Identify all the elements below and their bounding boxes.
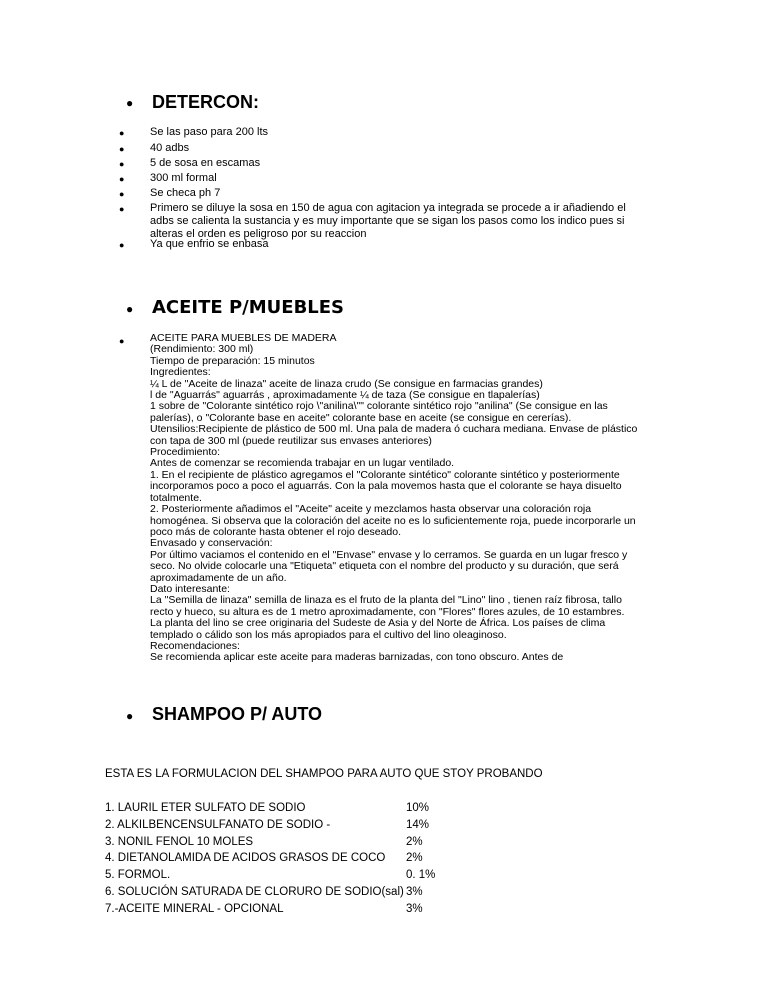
recipe-line: ¼ L de "Aceite de linaza" aceite de linaza crudo (Se consigue en farmacias grandes) <box>150 377 543 390</box>
recipe-line: 1. En el recipiente de plástico agregamos el "Colorante sintético" colorante sintético y posteriormente <box>150 468 620 481</box>
recipe-line: La "Semilla de linaza" semilla de linaza es el fruto de la planta del "Lino" lino , tienen raíz fibrosa, tallo <box>150 594 622 607</box>
list-item: 40 adbs <box>150 142 190 154</box>
shampoo-ingredient: 5. FORMOL. <box>105 869 171 881</box>
recipe-line: Antes de comenzar se recomienda trabajar en un lugar ventilado. <box>150 457 455 470</box>
recipe-line: con tapa de 300 ml (puede reutilizar sus envases anteriores) <box>150 434 432 447</box>
recipe-line: 1 sobre de "Colorante sintético rojo \"anilina\"" colorante sintético rojo "anilina" (Se consigue en las <box>150 400 608 413</box>
recipe-line: aproximadamente de un año. <box>150 571 287 584</box>
shampoo-percentage: 14% <box>406 819 430 831</box>
recipe-line: seco. No olvide colocarle una "Etiqueta" etiqueta con el nombre del producto y su duración, que será <box>150 560 619 573</box>
section-title-detercon: DETERCON: <box>152 92 259 112</box>
shampoo-percentage: 3% <box>406 903 423 915</box>
list-bullet: ● <box>119 336 125 346</box>
shampoo-percentage: 2% <box>406 836 423 848</box>
recipe-line: Utensilios:Recipiente de plástico de 500 ml. Una pala de madera ó cuchara mediana. Envase de plástico <box>150 423 638 436</box>
list-item: Se checa ph 7 <box>150 187 221 199</box>
recipe-line: 2. Posteriormente añadimos el "Aceite" aceite y mezclamos hasta observar una coloración roja <box>150 503 592 516</box>
shampoo-ingredient: 3. NONIL FENOL 10 MOLES <box>105 836 254 848</box>
aceite-recipe-text <box>150 333 750 664</box>
heading-bullet: ● <box>126 709 134 723</box>
shampoo-percentage: 0. 1% <box>406 869 436 881</box>
recipe-line: recto y hueco, su altura es de 1 metro aproximadamente, con "Flores" flores azules, de 10 estambres. <box>150 605 625 618</box>
recipe-line: Recomendaciones: <box>150 639 240 652</box>
shampoo-percentage: 3% <box>406 886 423 898</box>
list-bullet: ● <box>119 159 125 169</box>
section-title-shampoo: SHAMPOO P/ AUTO <box>152 704 323 724</box>
list-bullet: ● <box>119 128 125 138</box>
list-item: Ya que enfrio se enbasa <box>150 238 269 250</box>
shampoo-percentage: 10% <box>406 802 430 814</box>
section-title-aceite: ACEITE P/MUEBLES <box>152 297 345 318</box>
list-bullet: ● <box>119 240 125 250</box>
recipe-line: l de "Aguarrás" aguarrás , aproximadamente ¼ de taza (Se consigue en tlapalerías) <box>150 389 540 402</box>
list-item: 5 de sosa en escamas <box>150 157 261 169</box>
list-bullet: ● <box>119 144 125 154</box>
recipe-line: homogénea. Si observa que la coloración del aceite no es lo suficientemente roja, puede incorporarle un <box>150 514 636 527</box>
shampoo-ingredient: 6. SOLUCIÓN SATURADA DE CLORURO DE SODIO(sal) <box>105 886 404 898</box>
list-bullet: ● <box>119 189 125 199</box>
recipe-line: Se recomienda aplicar este aceite para maderas barnizadas, con tono obscuro. Antes de <box>150 651 564 664</box>
recipe-line: Tiempo de preparación: 15 minutos <box>150 354 315 367</box>
recipe-line: palerías), o "Colorante base en aceite" colorante base en aceite (se consigue en cererías). <box>150 411 572 424</box>
list-item-continued: adbs se calienta la sustancia y es muy importante que se sigan los pasos como los indico pues si <box>150 215 625 227</box>
shampoo-percentage: 2% <box>406 852 423 864</box>
list-item: 300 ml formal <box>150 172 217 184</box>
recipe-line: Por último vaciamos el contenido en el "Envase" envase y lo cerramos. Se guarda en un lugar fresco y <box>150 548 628 561</box>
recipe-line: templado o cálido son los más apropiados para el cultivo del lino oleaginoso. <box>150 628 507 641</box>
heading-bullet: ● <box>126 96 134 110</box>
shampoo-intro: ESTA ES LA FORMULACION DEL SHAMPOO PARA AUTO QUE STOY PROBANDO <box>105 768 543 780</box>
list-bullet: ● <box>119 204 125 214</box>
list-bullet: ● <box>119 174 125 184</box>
list-item-continued: alteras el orden es peligroso por su reaccion <box>150 228 367 240</box>
list-item: Primero se diluye la sosa en 150 de agua con agitacion ya integrada se procede a ir añadiendo el <box>150 202 626 214</box>
recipe-line: La planta del lino se cree originaria del Sudeste de Asia y del Norte de África. Los países de clima <box>150 617 606 630</box>
recipe-line: Ingredientes: <box>150 366 211 379</box>
recipe-line: Envasado y conservación: <box>150 537 273 550</box>
list-item: Se las paso para 200 lts <box>150 126 269 138</box>
recipe-line: Dato interesante: <box>150 582 230 595</box>
recipe-line: ACEITE PARA MUEBLES DE MADERA <box>150 332 337 344</box>
shampoo-ingredient: 2. ALKILBENCENSULFANATO DE SODIO - <box>105 819 331 831</box>
recipe-line: incorporamos poco a poco el aguarrás. Con la pala movemos hasta que el colorante se haya disuelto <box>150 480 622 493</box>
recipe-line: (Rendimiento: 300 ml) <box>150 343 254 356</box>
shampoo-ingredient: 4. DIETANOLAMIDA DE ACIDOS GRASOS DE COCO <box>105 852 386 864</box>
shampoo-ingredient: 1. LAURIL ETER SULFATO DE SODIO <box>105 802 306 814</box>
recipe-line: poco más de colorante hasta obtener el rojo deseado. <box>150 525 402 538</box>
recipe-line: Procedimiento: <box>150 446 221 459</box>
recipe-line: totalmente. <box>150 491 202 504</box>
heading-bullet: ● <box>126 302 134 316</box>
shampoo-ingredient: 7.-ACEITE MINERAL - OPCIONAL <box>105 903 284 915</box>
